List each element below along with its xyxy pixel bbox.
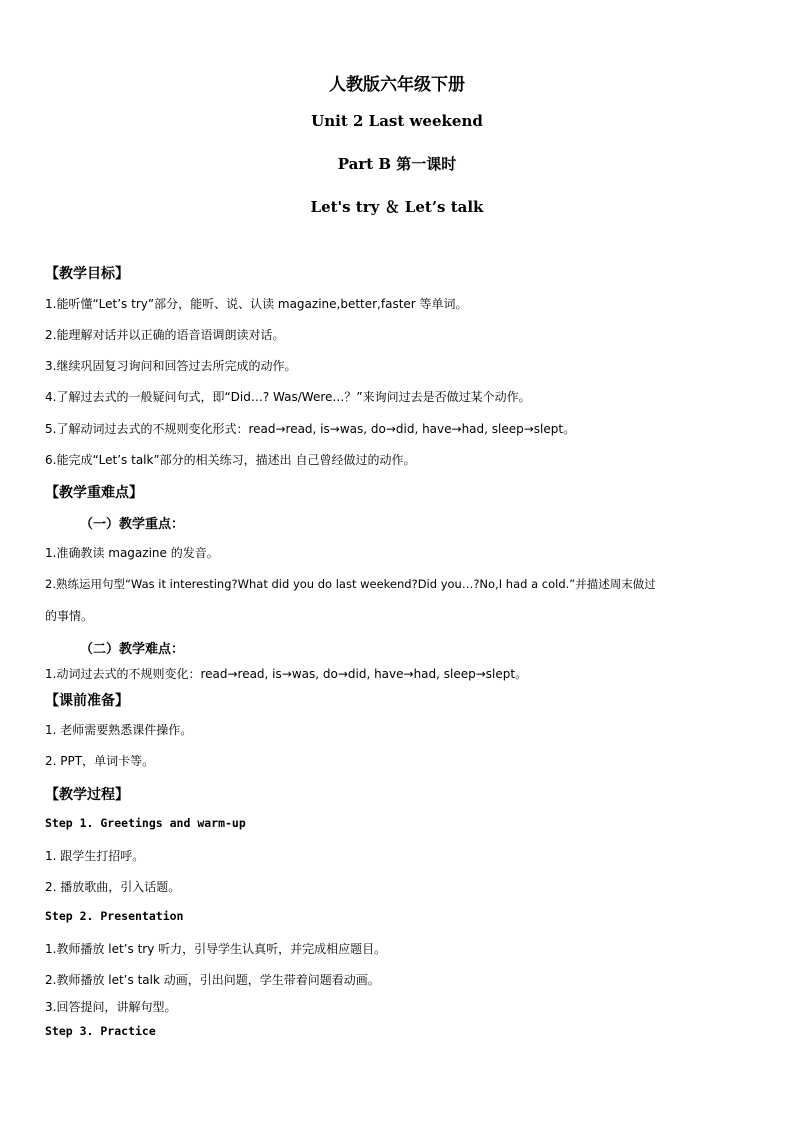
- focus-item-1: 1.准确教读 magazine 的发音。: [45, 546, 219, 560]
- step-2-item-3: 3.回答提问，讲解句型。: [45, 1000, 177, 1014]
- focus-heading: （一）教学重点：: [80, 517, 185, 532]
- objective-item-6: 6.能完成“Let’s talk”部分的相关练习，描述出 自己曾经做过的动作。: [45, 453, 416, 467]
- preparation-item-2: 2. PPT，单词卡等。: [45, 754, 155, 768]
- focus-item-2-cont: 的事情。: [45, 609, 94, 623]
- step-1-item-2: 2. 播放歌曲，引入话题。: [45, 880, 181, 894]
- document-title: 人教版六年级下册: [329, 75, 465, 95]
- objective-item-5: 5.了解动词过去式的不规则变化形式：read→read, is→was, do→did, have→had, sleep→slept。: [45, 422, 576, 436]
- unit-title: Unit 2 Last weekend: [311, 112, 483, 130]
- objectives-heading: 【教学目标】: [45, 266, 129, 282]
- process-heading: 【教学过程】: [45, 787, 129, 803]
- step-2-item-2: 2.教师播放 let’s talk 动画，引出问题，学生带着问题看动画。: [45, 973, 380, 987]
- preparation-item-1: 1. 老师需要熟悉课件操作。: [45, 723, 193, 737]
- difficulty-item-1: 1.动词过去式的不规则变化：read→read, is→was, do→did, have→had, sleep→slept。: [45, 667, 528, 681]
- step-1-item-1: 1. 跟学生打招呼。: [45, 849, 145, 863]
- step-2-heading: Step 2. Presentation: [45, 909, 184, 923]
- step-3-heading: Step 3. Practice: [45, 1024, 156, 1038]
- step-2-item-1: 1.教师播放 let’s try 听力，引导学生认真听，并完成相应题目。: [45, 942, 387, 956]
- difficulty-heading: （二）教学难点：: [80, 642, 185, 657]
- step-1-heading: Step 1. Greetings and warm-up: [45, 816, 246, 830]
- focus-item-2: 2.熟练运用句型“Was it interesting?What did you do last weekend?Did you…?No,I had a cold.”并描述周末做过: [45, 577, 656, 591]
- objective-item-4: 4.了解过去式的一般疑问句式，即“Did…? Was/Were…？”来询问过去是否做过某个动作。: [45, 390, 531, 404]
- preparation-heading: 【课前准备】: [45, 693, 129, 709]
- lesson-title: Let's try ＆ Let’s talk: [310, 198, 484, 216]
- key-points-heading: 【教学重难点】: [45, 485, 143, 501]
- part-title: Part B 第一课时: [337, 155, 457, 173]
- objective-item-2: 2.能理解对话并以正确的语音语调朗读对话。: [45, 328, 285, 342]
- objective-item-1: 1.能听懂“Let’s try”部分，能听、说、认读 magazine,better,faster 等单词。: [45, 297, 468, 311]
- objective-item-3: 3.继续巩固复习询问和回答过去所完成的动作。: [45, 359, 297, 373]
